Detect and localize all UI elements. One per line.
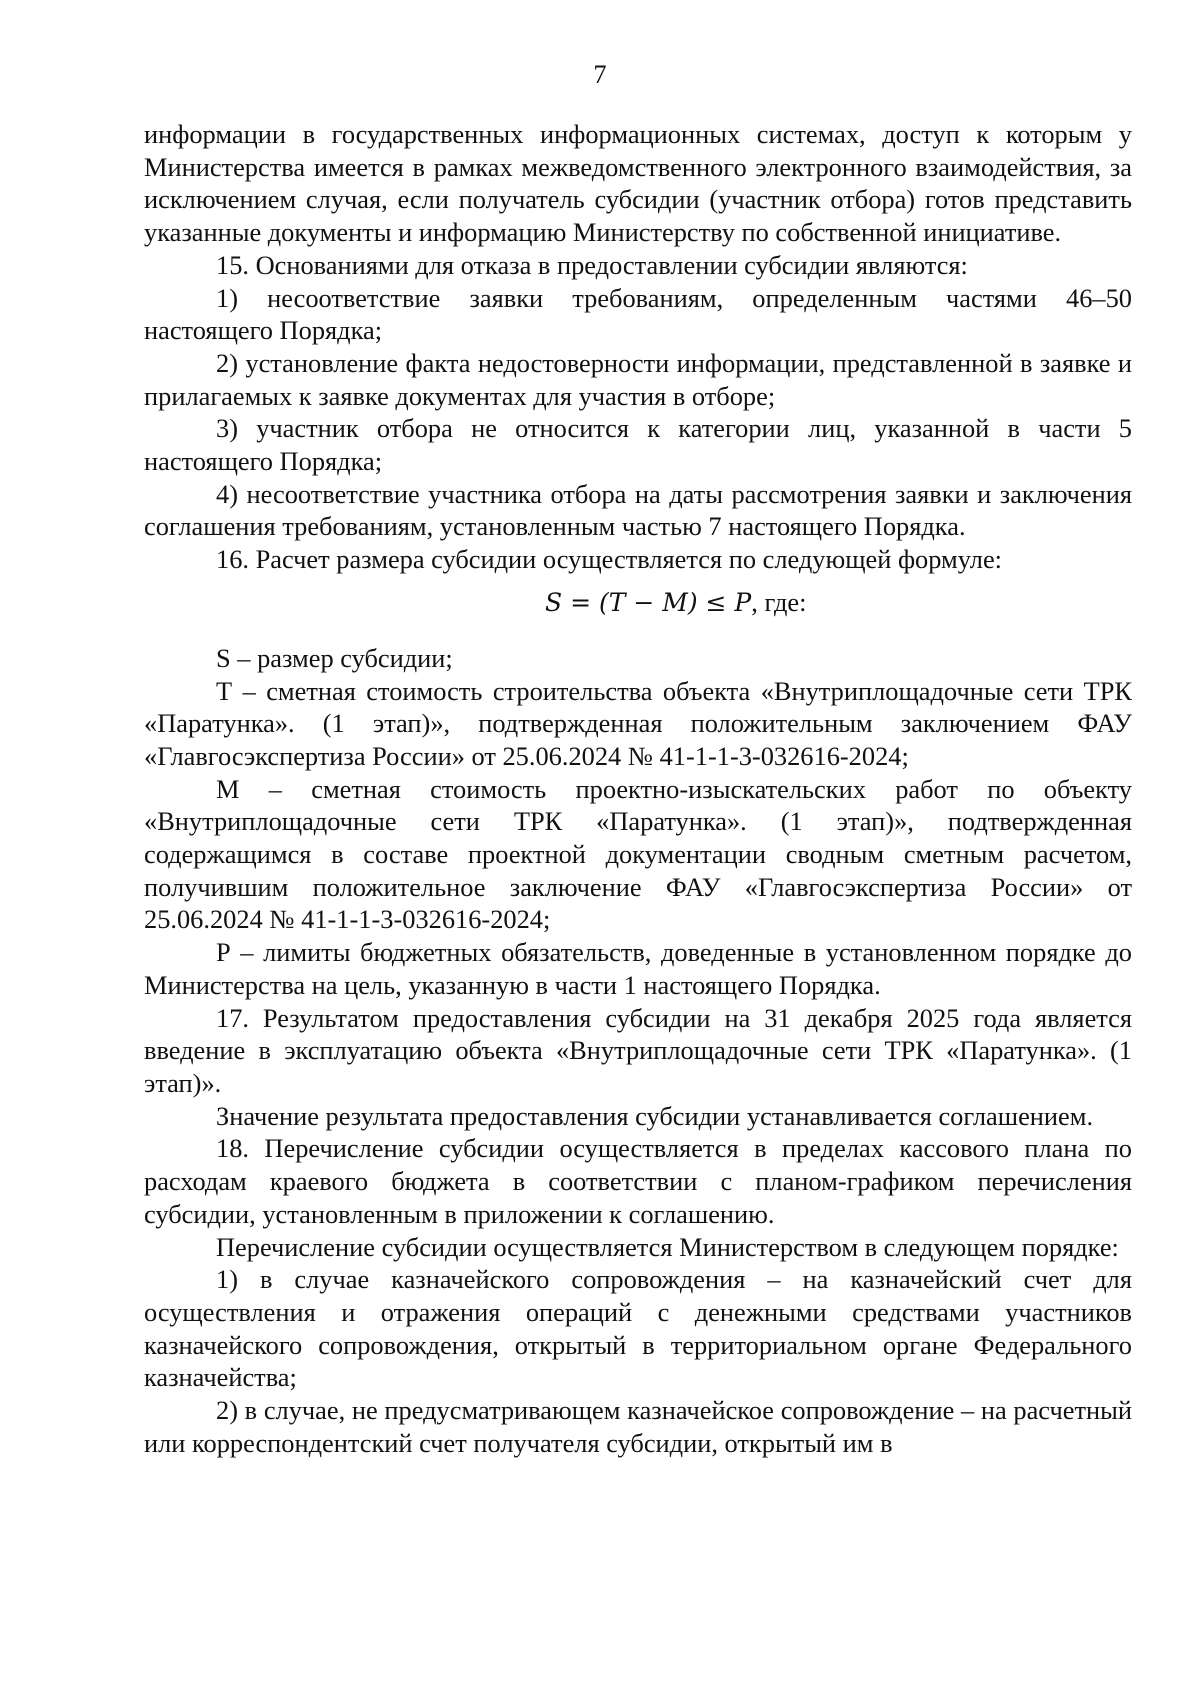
paragraph-item-18-1: 1) в случае казначейского сопровождения – на казначейский счет для осуществления и отражения операций с денежными средствами участников казначейского сопровождения, открытый в территориальном органе Федерального казначейства; <box>144 1264 1132 1393</box>
formula <box>144 576 1132 642</box>
formula-expression: S = (T − M) ≤ P <box>545 587 752 617</box>
page-number: 7 <box>593 59 607 89</box>
definition-p: Р – лимиты бюджетных обязательств, доведенные в установленном порядке до Министерства на цель, указанную в части 1 настоящего Порядка. <box>144 937 1132 1000</box>
paragraph-item-16: 16. Расчет размера субсидии осуществляется по следующей формуле: <box>216 544 1002 575</box>
paragraph-item-18: 18. Перечисление субсидии осуществляется в пределах кассового плана по расходам краевого бюджета в соответствии с планом-графиком перечисления субсидии, установленным в приложении к соглашению. <box>144 1133 1132 1229</box>
paragraph-result-value: Значение результата предоставления субсидии устанавливается соглашением. <box>216 1100 1094 1131</box>
paragraph-item-15-3: 3) участник отбора не относится к категории лиц, указанной в части 5 настоящего Порядка; <box>144 413 1132 477</box>
paragraph-transfer-order: Перечисление субсидии осуществляется Министерством в следующем порядке: <box>216 1231 1119 1262</box>
paragraph-item-15-4: 4) несоответствие участника отбора на даты рассмотрения заявки и заключения соглашения требованиям, установленным частью 7 настоящего Порядка. <box>144 478 1132 542</box>
document-body <box>144 118 1132 1459</box>
definition-m: М – сметная стоимость проектно-изыскательских работ по объекту «Внутриплощадочные сети ТРК «Паратунка». (1 этап)», подтвержденная содержащимся в составе проектной документации сводным сметным расчетом, получившим положительное заключение ФАУ «Главгосэкспертиза России» от 25.06.2024 № 41-1-1-3-032616-2024; <box>144 773 1132 935</box>
paragraph-item-18-2: 2) в случае, не предусматривающем казначейское сопровождение – на расчетный или корреспондентский счет получателя субсидии, открытый им в <box>144 1395 1132 1458</box>
paragraph-item-17: 17. Результатом предоставления субсидии на 31 декабря 2025 года является введение в эксплуатацию объекта «Внутриплощадочные сети ТРК «Паратунка». (1 этап)». <box>144 1002 1132 1098</box>
definition-s: S – размер субсидии; <box>216 642 453 673</box>
paragraph-continuation: информации в государственных информационных системах, доступ к которым у Министерства имеется в рамках межведомственного электронного взаимодействия, за исключением случая, если получатель субсидии (участник отбора) готов представить указанные документы и информацию Министерству по собственной инициативе. <box>144 119 1132 248</box>
formula-suffix: , где: <box>751 586 807 617</box>
paragraph-item-15-2: 2) установление факта недостоверности информации, представленной в заявке и прилагаемых к заявке документах для участия в отборе; <box>144 347 1132 411</box>
definition-t: Т – сметная стоимость строительства объекта «Внутриплощадочные сети ТРК «Паратунка». (1 этап)», подтвержденная положительным заключением ФАУ «Главгосэкспертиза России» от 25.06.2024 № 41-1-1-3-032616-2024; <box>144 675 1132 771</box>
paragraph-item-15-1: 1) несоответствие заявки требованиям, определенным частями 46–50 настоящего Порядка; <box>144 282 1132 346</box>
paragraph-item-15: 15. Основаниями для отказа в предоставлении субсидии являются: <box>216 249 968 280</box>
